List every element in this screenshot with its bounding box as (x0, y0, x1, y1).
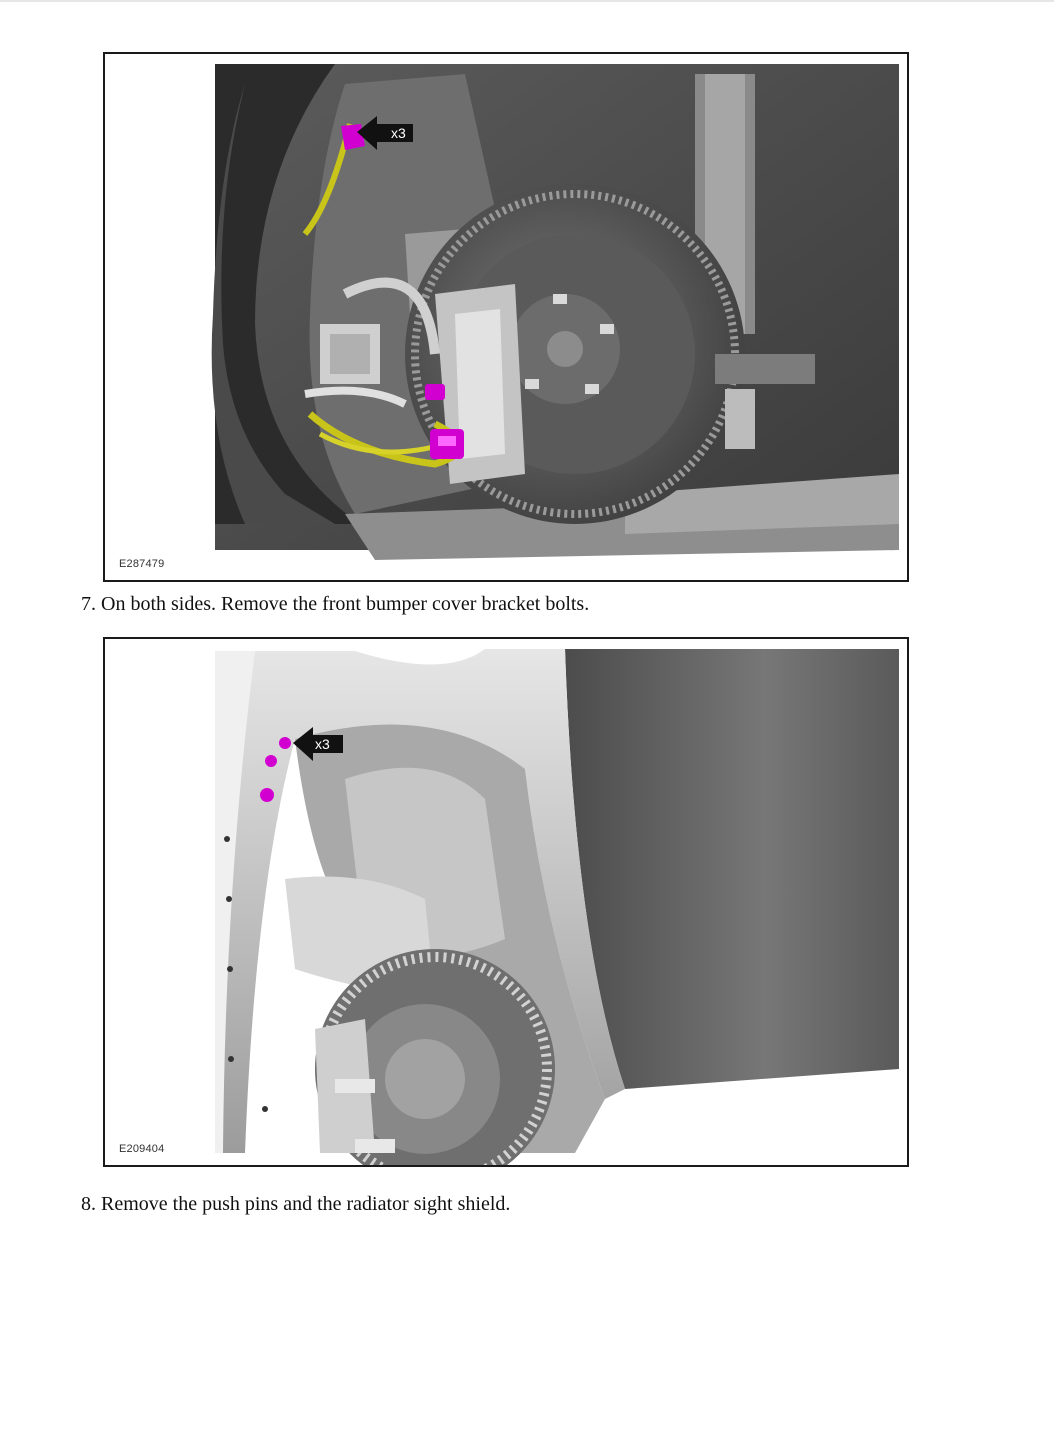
step-text: On both sides. Remove the front bumper cover bracket bolts. (101, 593, 590, 615)
step-7 (81, 593, 589, 616)
figure-id: E287479 (119, 558, 165, 570)
step-8 (81, 1193, 510, 1216)
figure-wheel-well-front (103, 52, 909, 582)
figure-id: E209404 (119, 1143, 165, 1155)
illustration-wheel-well-side (105, 639, 907, 1165)
figure-wheel-well-side (103, 637, 909, 1167)
illustration-wheel-well-front (105, 54, 907, 580)
callout-quantity: x3 (315, 736, 330, 752)
callout-quantity: x3 (391, 125, 406, 141)
step-text: Remove the push pins and the radiator sight shield. (101, 1193, 511, 1215)
page-top-rule (0, 0, 1054, 2)
step-number: 8. (81, 1193, 96, 1215)
step-number: 7. (81, 593, 96, 615)
